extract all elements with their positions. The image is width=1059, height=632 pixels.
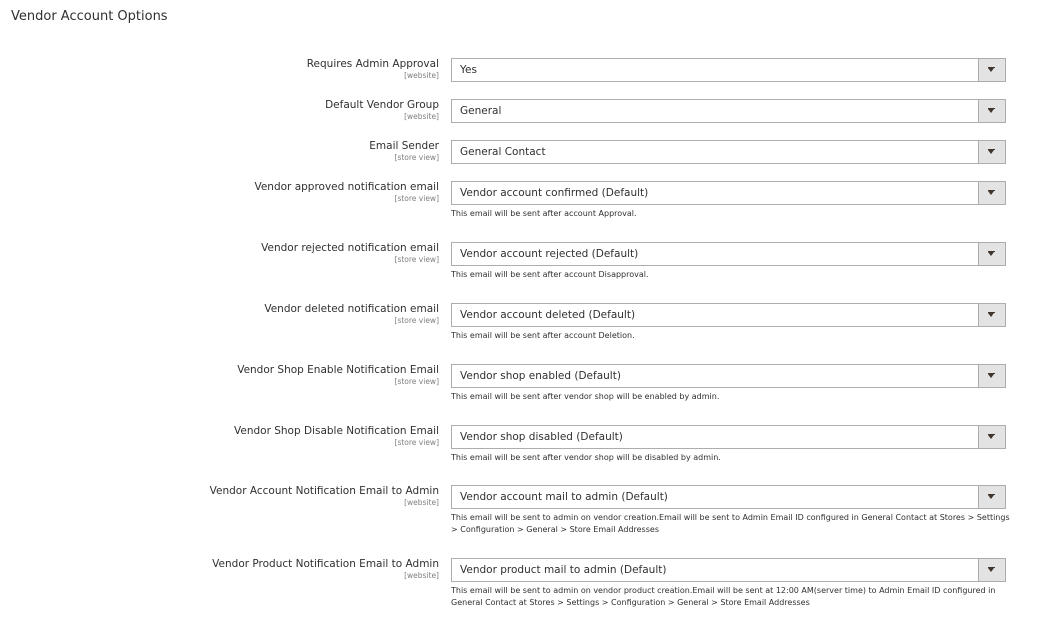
field-label-wrap xyxy=(139,303,439,325)
select-value: Yes xyxy=(460,64,477,76)
field-note: This email will be sent after vendor shop will be enabled by admin. xyxy=(451,392,720,401)
field-label-wrap xyxy=(139,99,439,121)
field-label: Vendor approved notification email xyxy=(254,181,439,193)
select-value: Vendor account rejected (Default) xyxy=(460,248,639,260)
field-label: Vendor deleted notification email xyxy=(264,303,439,315)
field-note: This email will be sent after account Approval. xyxy=(451,209,637,218)
field-note: This email will be sent to admin on vendor product creation.Email will be sent at 12:00 AM(server time) to Admin Email ID configured in General Contact at Stores > Settings > Configuration > General > Store Email Addresses xyxy=(451,586,996,607)
field-label-wrap xyxy=(139,242,439,264)
field-note: This email will be sent after vendor shop will be disabled by admin. xyxy=(451,453,721,462)
field-label: Requires Admin Approval xyxy=(306,58,439,70)
requires-admin-approval-select[interactable] xyxy=(451,58,1006,82)
field-label-wrap xyxy=(139,485,439,507)
chevron-down-icon xyxy=(988,495,994,499)
field-scope: [store view] xyxy=(394,316,439,325)
chevron-down-icon xyxy=(988,191,994,195)
field-scope: [website] xyxy=(404,498,439,507)
field-label-wrap xyxy=(139,140,439,162)
field-label-wrap xyxy=(139,181,439,203)
field-label-wrap xyxy=(139,558,439,580)
select-value: General xyxy=(460,105,502,117)
select-value: General Contact xyxy=(460,146,546,158)
field-label-wrap xyxy=(139,364,439,386)
field-label-wrap xyxy=(139,58,439,80)
vendor-account-admin-email-select[interactable] xyxy=(451,485,1006,509)
default-vendor-group-select[interactable] xyxy=(451,99,1006,123)
vendor-product-admin-email-select[interactable] xyxy=(451,558,1006,582)
email-sender-select[interactable] xyxy=(451,140,1006,164)
field-scope: [website] xyxy=(404,71,439,80)
field-label: Vendor Shop Disable Notification Email xyxy=(234,425,439,437)
chevron-down-icon xyxy=(988,374,994,378)
select-value: Vendor shop disabled (Default) xyxy=(460,431,623,443)
dropdown-button[interactable] xyxy=(978,559,1005,581)
select-value: Vendor account deleted (Default) xyxy=(460,309,636,321)
dropdown-button[interactable] xyxy=(978,141,1005,163)
dropdown-button[interactable] xyxy=(978,243,1005,265)
chevron-down-icon xyxy=(988,313,994,317)
vendor-shop-disable-email-select[interactable] xyxy=(451,425,1006,449)
vendor-approved-email-select[interactable] xyxy=(451,181,1006,205)
field-scope: [store view] xyxy=(394,153,439,162)
dropdown-button[interactable] xyxy=(978,304,1005,326)
field-scope: [website] xyxy=(404,112,439,121)
select-value: Vendor account confirmed (Default) xyxy=(460,187,649,199)
field-label-wrap xyxy=(139,425,439,447)
field-note: This email will be sent after account Deletion. xyxy=(451,331,635,340)
field-label: Vendor Account Notification Email to Admin xyxy=(209,485,439,497)
dropdown-button[interactable] xyxy=(978,365,1005,387)
dropdown-button[interactable] xyxy=(978,182,1005,204)
field-note: This email will be sent after account Disapproval. xyxy=(451,270,649,279)
chevron-down-icon xyxy=(988,568,994,572)
vendor-deleted-email-select[interactable] xyxy=(451,303,1006,327)
field-scope: [store view] xyxy=(394,377,439,386)
field-scope: [website] xyxy=(404,571,439,580)
field-note: This email will be sent to admin on vendor creation.Email will be sent to Admin Email ID configured in General Contact at Stores > Settings > Configuration > General > Store Email Addresses xyxy=(451,513,1010,534)
select-value: Vendor shop enabled (Default) xyxy=(460,370,621,382)
chevron-down-icon xyxy=(988,150,994,154)
chevron-down-icon xyxy=(988,109,994,113)
field-label: Default Vendor Group xyxy=(325,99,439,111)
field-scope: [store view] xyxy=(394,194,439,203)
chevron-down-icon xyxy=(988,435,994,439)
field-label: Vendor Shop Enable Notification Email xyxy=(237,364,439,376)
select-value: Vendor product mail to admin (Default) xyxy=(460,564,667,576)
field-scope: [store view] xyxy=(394,438,439,447)
field-label: Email Sender xyxy=(369,140,439,152)
field-scope: [store view] xyxy=(394,255,439,264)
chevron-down-icon xyxy=(988,252,994,256)
select-value: Vendor account mail to admin (Default) xyxy=(460,491,668,503)
vendor-rejected-email-select[interactable] xyxy=(451,242,1006,266)
field-label: Vendor rejected notification email xyxy=(261,242,439,254)
dropdown-button[interactable] xyxy=(978,426,1005,448)
section-title: Vendor Account Options xyxy=(11,9,168,24)
chevron-down-icon xyxy=(988,68,994,72)
vendor-shop-enable-email-select[interactable] xyxy=(451,364,1006,388)
dropdown-button[interactable] xyxy=(978,59,1005,81)
dropdown-button[interactable] xyxy=(978,100,1005,122)
dropdown-button[interactable] xyxy=(978,486,1005,508)
field-label: Vendor Product Notification Email to Admin xyxy=(212,558,439,570)
